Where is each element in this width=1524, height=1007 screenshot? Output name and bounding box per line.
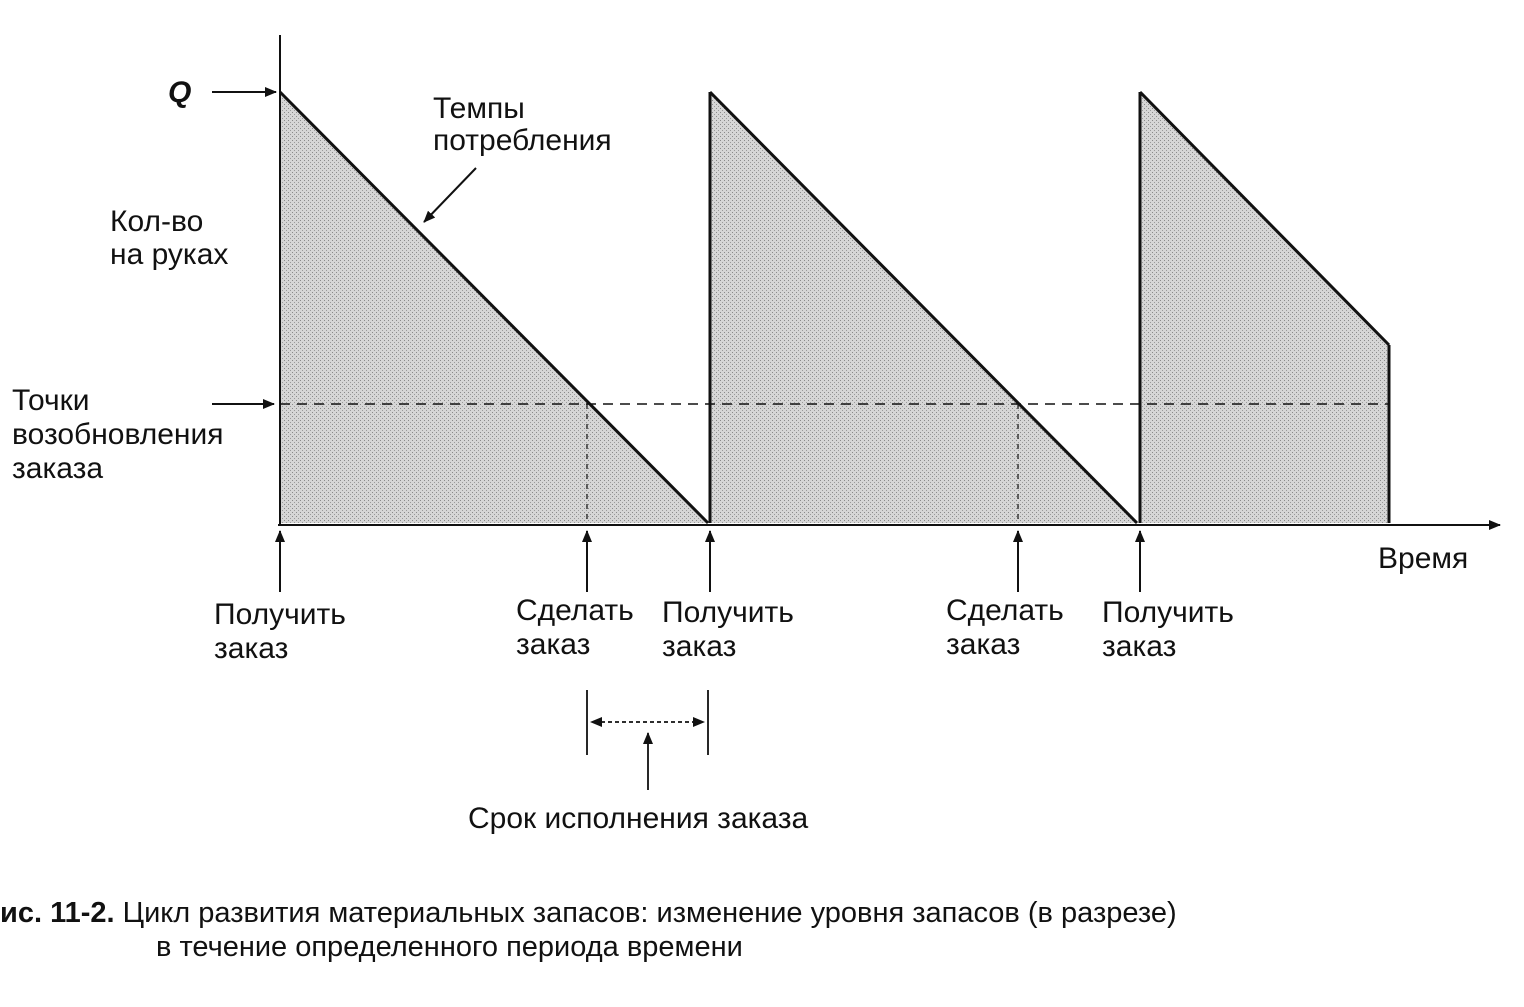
consumption-rate-label-line2: потребления (433, 124, 612, 157)
reorder-point-label-line2: возобновления (12, 418, 224, 451)
on-hand-label-line1: Кол-во (110, 205, 204, 238)
receive-order-label-3-line1: Получить (1102, 596, 1234, 629)
consumption-rate-label-line1: Темпы (433, 92, 525, 125)
figure-caption-line2: в течение определенного периода времени (156, 931, 743, 963)
receive-order-label-2-line2: заказ (662, 630, 737, 663)
q-label: Q (168, 76, 192, 109)
receive-order-label-2-line1: Получить (662, 596, 794, 629)
figure-number: ис. 11-2. (0, 897, 115, 929)
event-arrows (280, 531, 1140, 592)
receive-order-label-1-line1: Получить (214, 598, 346, 631)
receive-order-label-3-line2: заказ (1102, 630, 1177, 663)
time-axis-label: Время (1378, 542, 1469, 575)
figure-caption-line1 (0, 895, 1177, 931)
reorder-point-label-line3: заказа (12, 452, 104, 485)
place-order-label-2-line2: заказ (946, 628, 1021, 661)
caption-text-line1: Цикл развития материальных запасов: изменение уровня запасов (в разрезе) (122, 897, 1177, 929)
lead-time-bracket (587, 690, 708, 790)
reorder-point-label-line1: Точки (12, 384, 90, 417)
receive-order-label-1-line2: заказ (214, 632, 289, 665)
place-order-label-1-line1: Сделать (516, 594, 634, 627)
lead-time-label: Срок исполнения заказа (468, 802, 809, 835)
on-hand-label-line2: на руках (110, 238, 229, 271)
place-order-label-2-line1: Сделать (946, 594, 1064, 627)
consumption-rate-arrow (424, 168, 476, 222)
place-order-label-1-line2: заказ (516, 628, 591, 661)
